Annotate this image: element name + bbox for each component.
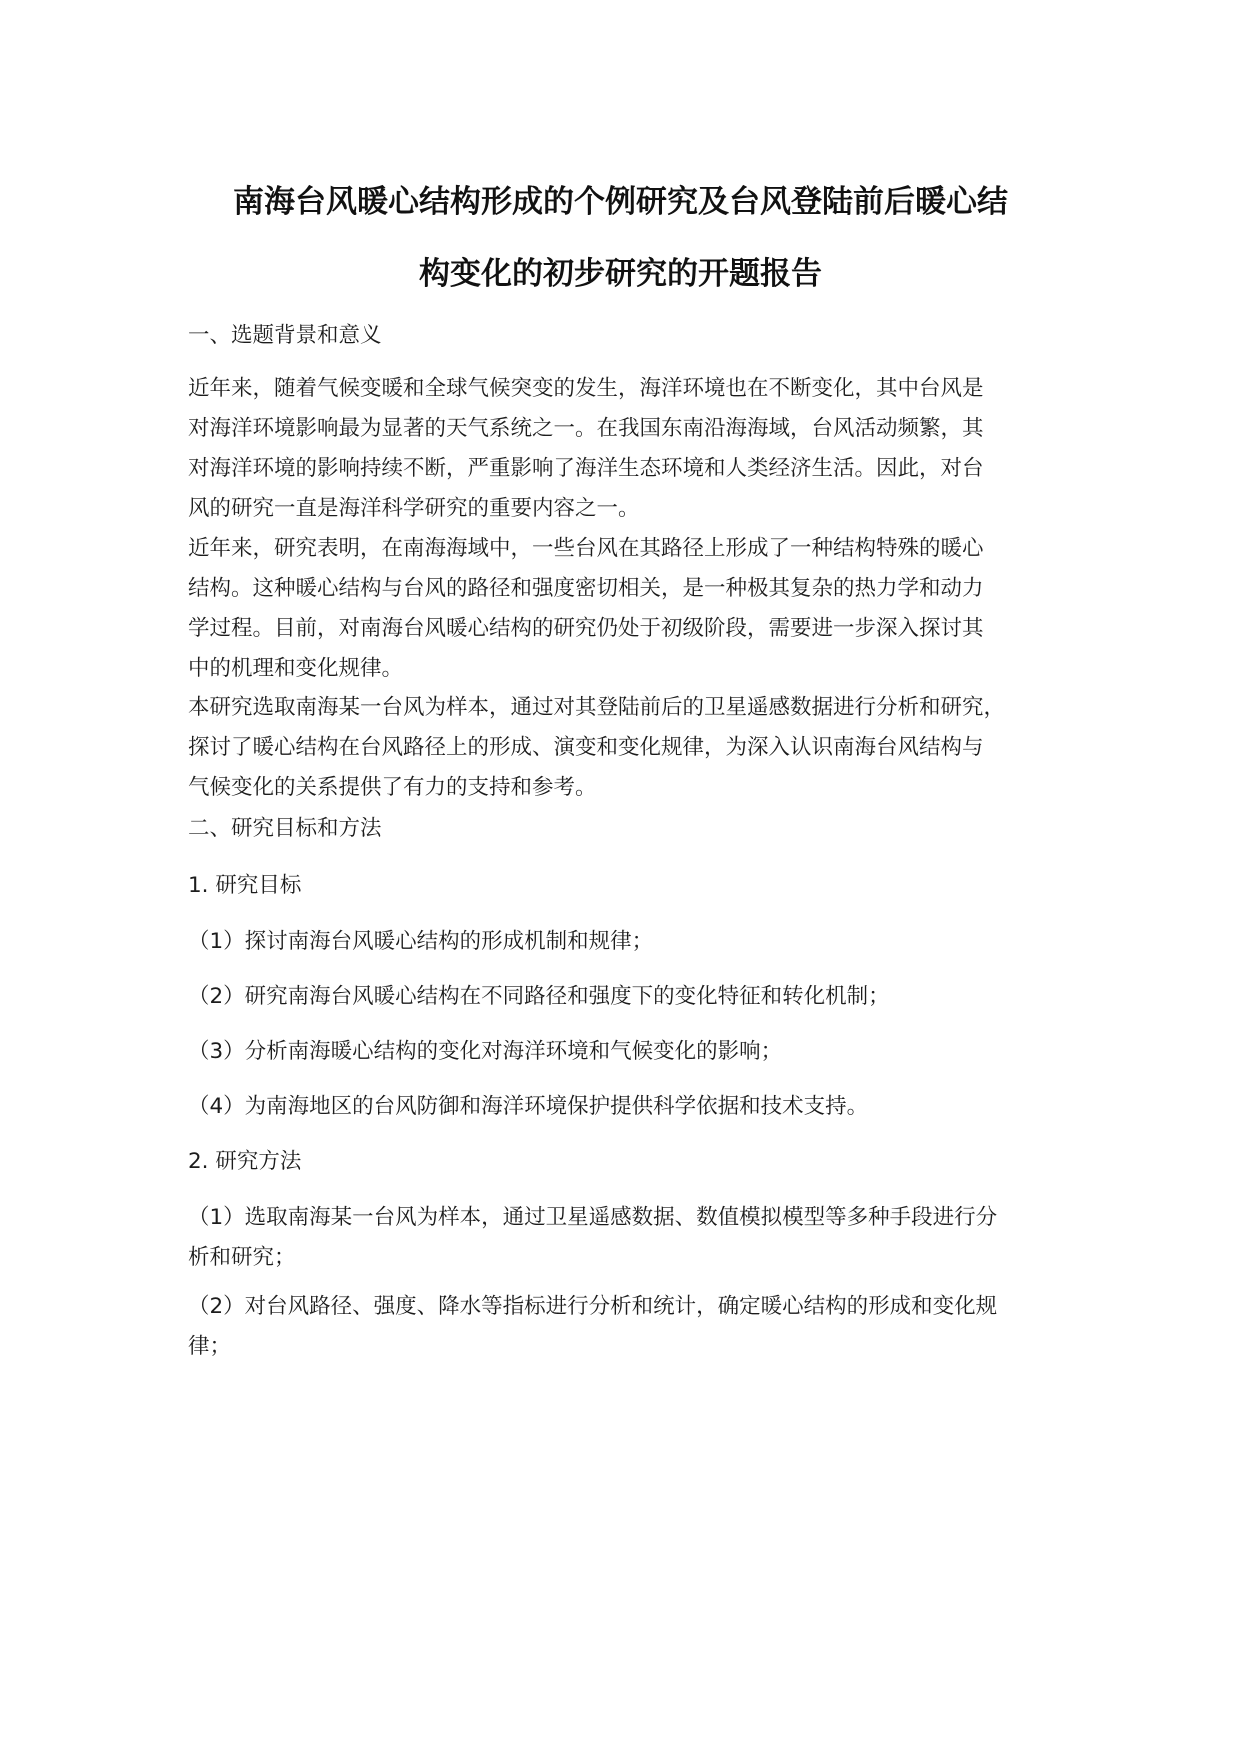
- list-item-text: （4）为南海地区的台风防御和海洋环境保护提供科学依据和技术支持。: [188, 1094, 869, 1119]
- paragraph-line: 风的研究一直是海洋科学研究的重要内容之一。: [188, 496, 640, 521]
- document-title-line-1: 南海台风暖心结构形成的个例研究及台风登陆前后暖心结: [233, 184, 1008, 220]
- paragraph-line: 近年来，研究表明，在南海海域中，一些台风在其路径上形成了一种结构特殊的暖心: [188, 536, 984, 561]
- paragraph-line: 探讨了暖心结构在台风路径上的形成、演变和变化规律，为深入认识南海台风结构与: [188, 735, 984, 760]
- paragraph-line: 对海洋环境影响最为显著的天气系统之一。在我国东南沿海海域，台风活动频繁，其: [188, 416, 984, 441]
- goal-item-3: [188, 1032, 1088, 1072]
- section-heading-text: 一、选题背景和意义: [188, 323, 382, 348]
- paragraph-line: 学过程。目前，对南海台风暖心结构的研究仍处于初级阶段，需要进一步深入探讨其: [188, 616, 984, 641]
- subheading-text: 2. 研究方法: [188, 1149, 302, 1174]
- list-item-text: （3）分析南海暖心结构的变化对海洋环境和气候变化的影响；: [188, 1039, 783, 1064]
- subheading-text: 1. 研究目标: [188, 873, 302, 898]
- section-1-paragraph-2: [188, 529, 1088, 689]
- goal-item-2: [188, 977, 1088, 1017]
- list-item-text: （2）研究南海台风暖心结构在不同路径和强度下的变化特征和转化机制；: [188, 984, 890, 1009]
- document-title-line-2: 构变化的初步研究的开题报告: [419, 256, 822, 292]
- method-item-2: [188, 1287, 1088, 1367]
- section-1-paragraph-3: [188, 688, 1088, 808]
- list-item-line: 析和研究；: [188, 1245, 296, 1270]
- list-item-line: 律；: [188, 1334, 232, 1359]
- paragraph-line: 气候变化的关系提供了有力的支持和参考。: [188, 775, 597, 800]
- paragraph-line: 结构。这种暖心结构与台风的路径和强度密切相关，是一种极其复杂的热力学和动力: [188, 576, 984, 601]
- goal-item-1: [188, 922, 1088, 962]
- paragraph-line: 近年来，随着气候变暖和全球气候突变的发生，海洋环境也在不断变化，其中台风是: [188, 376, 984, 401]
- list-item-text: （1）探讨南海台风暖心结构的形成机制和规律；: [188, 929, 654, 954]
- methods-heading: [188, 1142, 1088, 1182]
- section-1-paragraph-1: [188, 369, 1088, 529]
- paragraph-line: 对海洋环境的影响持续不断，严重影响了海洋生态环境和人类经济生活。因此，对台: [188, 456, 984, 481]
- section-heading-text: 二、研究目标和方法: [188, 816, 382, 841]
- goal-item-4: [188, 1087, 1088, 1127]
- section-2-heading: [188, 809, 1088, 849]
- goals-heading: [188, 866, 1088, 906]
- paragraph-line: 本研究选取南海某一台风为样本，通过对其登陆前后的卫星遥感数据进行分析和研究，: [188, 695, 1006, 720]
- section-1-heading: [188, 316, 1088, 356]
- list-item-line: （1）选取南海某一台风为样本，通过卫星遥感数据、数值模拟模型等多种手段进行分: [188, 1205, 998, 1230]
- method-item-1: [188, 1198, 1088, 1278]
- paragraph-line: 中的机理和变化规律。: [188, 656, 404, 681]
- list-item-line: （2）对台风路径、强度、降水等指标进行分析和统计，确定暖心结构的形成和变化规: [188, 1294, 998, 1319]
